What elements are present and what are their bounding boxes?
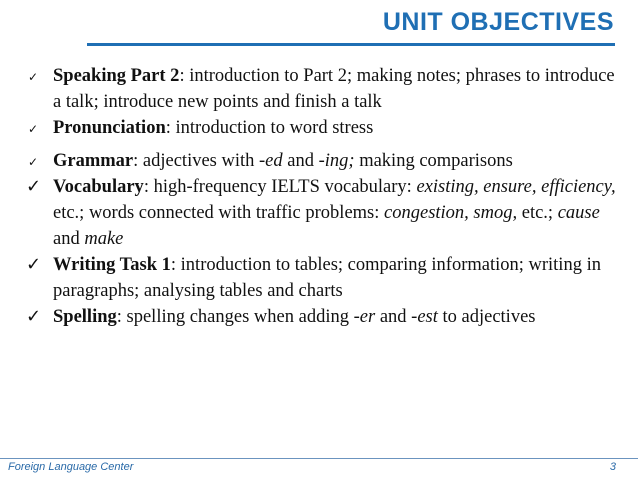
objective-italic: -er xyxy=(353,307,376,327)
title-underline xyxy=(87,43,615,46)
objective-term: Speaking Part 2 xyxy=(53,66,180,86)
objective-desc: : introduction to tables; comparing information; writing in paragraphs; analysing tables and charts xyxy=(53,255,601,301)
objective-italic: -ing; xyxy=(318,151,355,171)
objective-text xyxy=(53,66,615,112)
objective-text xyxy=(53,255,601,301)
objective-desc: making comparisons xyxy=(354,151,513,171)
objective-pronunciation xyxy=(26,115,624,141)
objective-term: Spelling xyxy=(53,307,117,327)
small-checkmark-icon: ✓ xyxy=(28,155,39,169)
objective-text xyxy=(53,118,373,138)
objective-italic: congestion, smog, xyxy=(384,203,518,223)
objective-italic: cause xyxy=(557,203,600,223)
objective-writing xyxy=(26,252,624,304)
large-checkmark-icon: ✓ xyxy=(26,254,42,275)
objective-term: Vocabulary xyxy=(53,177,144,197)
objective-text xyxy=(53,177,616,249)
objective-text xyxy=(53,151,513,171)
small-checkmark-icon: ✓ xyxy=(28,70,39,84)
objective-italic: make xyxy=(84,229,124,249)
slide-title: UNIT OBJECTIVES xyxy=(382,8,614,36)
objective-term: Writing Task 1 xyxy=(53,255,171,275)
objective-desc: : spelling changes when adding xyxy=(116,307,354,327)
footer-text: Foreign Language Center xyxy=(8,461,134,473)
objective-desc: to adjectives xyxy=(437,307,536,327)
objective-desc: : adjectives with xyxy=(133,151,260,171)
objective-desc: : introduction to word stress xyxy=(165,118,374,138)
objective-desc: : introduction to Part 2; making notes; phrases to introduce a talk; introduce new points and finish a talk xyxy=(53,66,615,112)
small-checkmark-icon: ✓ xyxy=(28,122,39,136)
objectives-list xyxy=(26,63,624,330)
objective-term: Grammar xyxy=(53,151,134,171)
objective-desc: and xyxy=(53,229,85,249)
objective-term: Pronunciation xyxy=(53,118,166,138)
objective-desc: : high-frequency IELTS vocabulary: xyxy=(143,177,417,197)
objective-desc: etc.; words connected with traffic problems: xyxy=(53,203,385,223)
objective-italic: -est xyxy=(411,307,438,327)
objective-speaking xyxy=(26,63,624,115)
objective-desc: etc.; xyxy=(517,203,558,223)
objective-spelling xyxy=(26,304,624,330)
footer-divider xyxy=(0,458,638,459)
objective-italic: -ed xyxy=(259,151,283,171)
objective-vocabulary xyxy=(26,174,624,252)
objective-grammar xyxy=(26,148,624,174)
large-checkmark-icon: ✓ xyxy=(26,306,42,327)
large-checkmark-icon: ✓ xyxy=(26,176,42,197)
objective-desc: and xyxy=(282,151,319,171)
page-number: 3 xyxy=(609,461,616,473)
objective-text xyxy=(53,307,535,327)
objective-desc: and xyxy=(375,307,412,327)
objective-italic: existing, ensure, efficiency, xyxy=(416,177,616,197)
